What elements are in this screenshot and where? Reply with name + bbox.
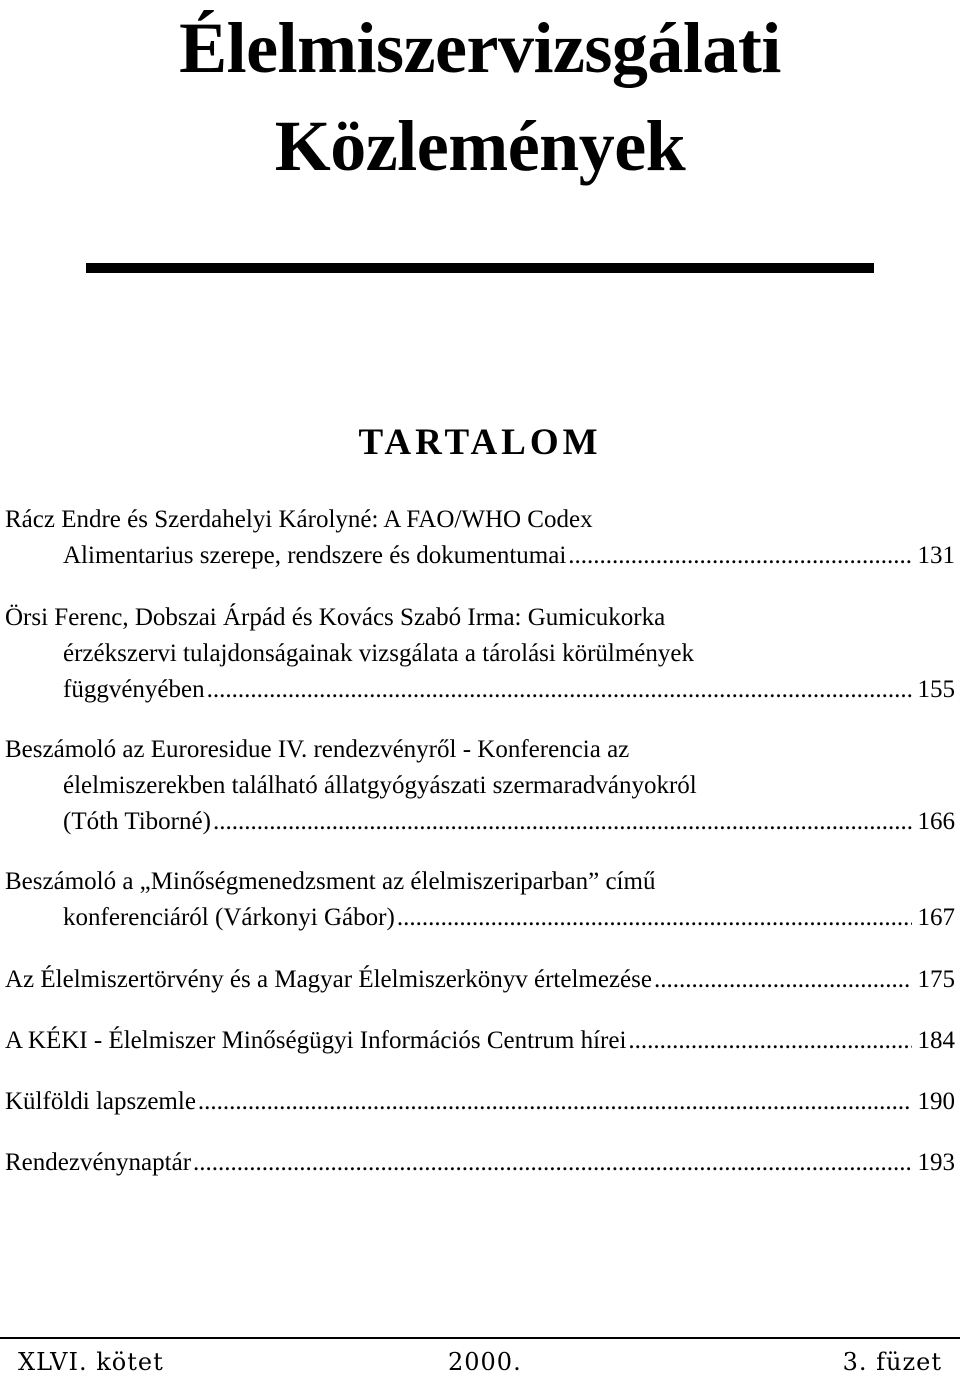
toc-leader-dots	[207, 674, 912, 706]
title-divider	[86, 263, 874, 273]
toc-entry-last-line	[5, 1086, 955, 1118]
footer	[0, 1337, 960, 1386]
toc-page-number: 155	[917, 676, 955, 703]
toc-entry-last-line	[5, 964, 955, 996]
toc-entry-text: Az Élelmiszertörvény és a Magyar Élelmiszerkönyv értelmezése	[5, 966, 652, 993]
toc-entry-last-line	[5, 1147, 955, 1179]
toc-page-number: 131	[917, 542, 955, 569]
toc-entry-last-line	[5, 1025, 955, 1057]
toc-entry-text: konferenciáról (Várkonyi Gábor)	[63, 904, 395, 931]
toc-entry-line: érzékszervi tulajdonságainak vizsgálata a tárolási körülmények	[63, 640, 694, 667]
toc-entry-line: Beszámoló a „Minőségmenedzsment az élelmiszeriparban” című	[5, 868, 656, 895]
toc-leader-dots	[193, 1147, 911, 1179]
toc-entry-last-line	[63, 902, 955, 934]
toc-entry-line: élelmiszerekben található állatgyógyászati szermaradványokról	[63, 772, 697, 799]
toc-entry-text: A KÉKI - Élelmiszer Minőségügyi Információs Centrum hírei	[5, 1027, 627, 1054]
footer-issue: 3. füzet	[842, 1348, 942, 1376]
toc-leader-dots	[568, 540, 911, 572]
toc-entry-last-line	[63, 806, 955, 838]
footer-year: 2000.	[448, 1348, 522, 1376]
toc-entry-line: Rácz Endre és Szerdahelyi Károlyné: A FAO/WHO Codex	[5, 506, 593, 533]
toc-entry-line: Örsi Ferenc, Dobszai Árpád és Kovács Szabó Irma: Gumicukorka	[5, 604, 666, 631]
toc-entry-last-line	[63, 674, 955, 706]
toc-heading: TARTALOM	[358, 422, 602, 463]
toc-entry-line: Beszámoló az Euroresidue IV. rendezvényről - Konferencia az	[5, 736, 630, 763]
toc-page-number: 190	[917, 1088, 955, 1115]
toc-page-number: 167	[917, 904, 955, 931]
toc-entry-last-line	[63, 540, 955, 572]
toc-entry-text: Külföldi lapszemle	[5, 1088, 196, 1115]
toc-page-number: 166	[917, 808, 955, 835]
toc-entry-text: (Tóth Tiborné)	[63, 808, 211, 835]
journal-title-line-1: Élelmiszervizsgálati	[179, 8, 781, 88]
toc-entry-text: függvényében	[63, 676, 205, 703]
toc-leader-dots	[213, 806, 912, 838]
journal-title-line-2: Közlemények	[274, 106, 686, 186]
footer-volume: XLVI. kötet	[18, 1348, 164, 1376]
toc-leader-dots	[654, 964, 912, 996]
toc-leader-dots	[628, 1025, 911, 1057]
toc-entry-text: Rendezvénynaptár	[5, 1149, 192, 1176]
toc-leader-dots	[198, 1086, 912, 1118]
toc-page-number: 175	[917, 966, 955, 993]
toc-leader-dots	[397, 902, 912, 934]
toc-page-number: 193	[917, 1149, 955, 1176]
toc-entry-text: Alimentarius szerepe, rendszere és dokumentumai	[63, 542, 567, 569]
toc-page-number: 184	[917, 1027, 955, 1054]
